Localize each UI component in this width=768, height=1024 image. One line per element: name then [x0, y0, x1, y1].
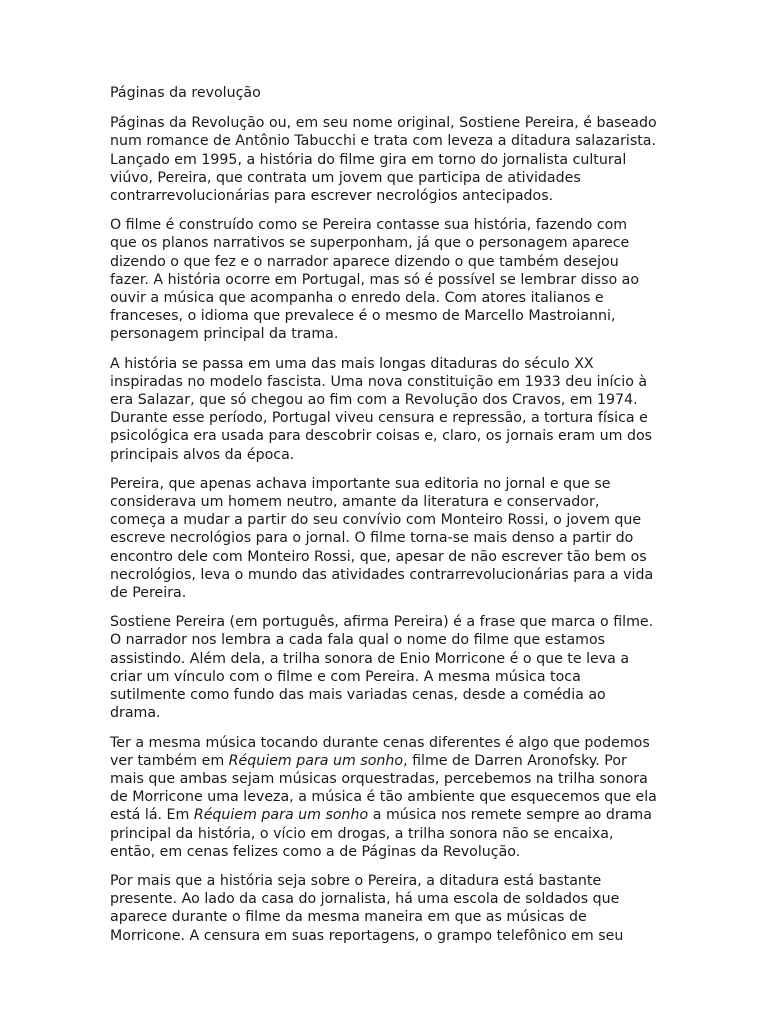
text-segment: contrarrevolucionárias para escrever necrológios antecipados. — [110, 188, 554, 205]
text-segment: , filme de Darren Aronofsky. Por — [403, 752, 627, 769]
text-line — [110, 511, 662, 529]
text-segment: sutilmente como fundo das mais variadas cenas, desde a comédia ao — [110, 687, 606, 704]
text-line — [110, 427, 662, 445]
text-line — [110, 825, 662, 843]
text-segment: de Pereira. — [110, 585, 187, 602]
text-line — [110, 446, 662, 464]
text-segment: está lá. Em — [110, 807, 194, 824]
text-segment: Sostiene Pereira (em português, afirma Pereira) é a frase que marca o filme. — [110, 614, 654, 631]
text-segment: de Morricone uma leveza, a música é tão ambiente que esquecemos que ela — [110, 789, 657, 806]
text-segment: então, em cenas felizes como a de Páginas da Revolução. — [110, 843, 521, 860]
text-segment: principais alvos da época. — [110, 446, 295, 463]
text-line — [110, 355, 662, 373]
text-segment: Ter a mesma música tocando durante cenas diferentes é algo que podemos — [110, 734, 650, 751]
document-title: Páginas da revolução — [110, 85, 261, 101]
text-line — [110, 584, 662, 602]
text-segment: A história se passa em uma das mais longas ditaduras do século XX — [110, 355, 594, 372]
text-line — [110, 650, 662, 668]
text-segment: a música nos remete sempre ao drama — [368, 807, 652, 824]
text-segment: personagem principal da trama. — [110, 326, 339, 343]
text-segment: O narrador nos lembra a cada fala qual o nome do filme que estamos — [110, 632, 606, 649]
text-segment: aparece durante o filme da mesma maneira em que as músicas de — [110, 909, 587, 926]
text-line — [110, 788, 662, 806]
text-segment: assistindo. Além dela, a trilha sonora de Enio Morricone é o que te leva a — [110, 650, 630, 667]
text-line — [110, 927, 662, 945]
text-segment: O filme é construído como se Pereira contasse sua história, fazendo com — [110, 217, 628, 234]
text-line — [110, 325, 662, 343]
paragraph — [110, 475, 662, 602]
text-line — [110, 566, 662, 584]
text-line — [110, 704, 662, 722]
text-segment: necrológios, leva o mundo das atividades contrarrevolucionárias para a vida — [110, 566, 654, 583]
text-line — [110, 890, 662, 908]
text-segment: Morricone. A censura em suas reportagens, o grampo telefônico em seu — [110, 927, 624, 944]
text-segment: Por mais que a história seja sobre o Pereira, a ditadura está bastante — [110, 872, 602, 889]
text-segment: começa a mudar a partir do seu convívio com Monteiro Rossi, o jovem que — [110, 512, 642, 529]
text-segment: Durante esse período, Portugal viveu censura e repressão, a tortura física e — [110, 410, 648, 427]
text-segment: Lançado em 1995, a história do filme gira em torno do jornalista cultural — [110, 151, 627, 168]
text-line — [110, 253, 662, 271]
text-segment: fazer. A história ocorre em Portugal, mas só é possível se lembrar disso ao — [110, 271, 640, 288]
text-segment: era Salazar, que só chegou ao fim com a Revolução dos Cravos, em 1974. — [110, 392, 638, 409]
text-line — [110, 132, 662, 150]
text-line — [110, 843, 662, 861]
text-segment: Páginas da Revolução ou, em seu nome original, Sostiene Pereira, é baseado — [110, 115, 657, 132]
text-line — [110, 631, 662, 649]
text-line — [110, 169, 662, 187]
text-line — [110, 307, 662, 325]
text-line — [110, 409, 662, 427]
text-line — [110, 216, 662, 234]
text-segment: presente. Ao lado da casa do jornalista, há uma escola de soldados que — [110, 891, 620, 908]
text-segment: num romance de Antônio Tabucchi e trata com leveza a ditadura salazarista. — [110, 133, 657, 150]
text-line — [110, 770, 662, 788]
text-line — [110, 752, 662, 770]
text-line — [110, 908, 662, 926]
text-line — [110, 475, 662, 493]
text-line — [110, 271, 662, 289]
paragraph — [110, 734, 662, 861]
paragraph — [110, 872, 662, 945]
text-segment: ouvir a música que acompanha o enredo dela. Com atores italianos e — [110, 290, 604, 307]
text-line — [110, 373, 662, 391]
text-line — [110, 234, 662, 252]
italic-film-title: Réquiem para um sonho — [193, 807, 369, 824]
text-segment: escreve necrológios para o jornal. O filme torna-se mais denso a partir do — [110, 530, 634, 547]
text-line — [110, 114, 662, 132]
text-line — [110, 151, 662, 169]
document-body — [110, 84, 662, 956]
text-line — [110, 391, 662, 409]
text-segment: principal da história, o vício em drogas, a trilha sonora não se encaixa, — [110, 825, 614, 842]
text-line — [110, 613, 662, 631]
text-segment: psicológica era usada para descobrir coisas e, claro, os jornais eram um dos — [110, 428, 653, 445]
text-segment: drama. — [110, 705, 161, 722]
text-segment: franceses, o idioma que prevalece é o mesmo de Marcello Mastroianni, — [110, 308, 616, 325]
text-segment: encontro dele com Monteiro Rossi, que, apesar de não escrever tão bem os — [110, 548, 647, 565]
text-segment: considerava um homem neutro, amante da literatura e conservador, — [110, 494, 600, 511]
text-segment: inspiradas no modelo fascista. Uma nova constituição em 1933 deu início à — [110, 373, 648, 390]
paragraph — [110, 114, 662, 205]
text-line — [110, 734, 662, 752]
text-line — [110, 668, 662, 686]
paragraph — [110, 355, 662, 464]
text-line — [110, 806, 662, 824]
italic-film-title: Réquiem para um sonho — [228, 752, 404, 769]
text-segment: criar um vínculo com o filme e com Pereira. A mesma música toca — [110, 668, 581, 685]
paragraph — [110, 216, 662, 343]
text-line — [110, 548, 662, 566]
text-segment: que os planos narrativos se superponham, já que o personagem aparece — [110, 235, 630, 252]
text-line — [110, 493, 662, 511]
text-segment: mais que ambas sejam músicas orquestradas, percebemos na trilha sonora — [110, 770, 648, 787]
paragraph — [110, 613, 662, 722]
text-segment: dizendo o que fez e o narrador aparece dizendo o que também desejou — [110, 253, 619, 270]
text-line — [110, 529, 662, 547]
text-segment: Pereira, que apenas achava importante sua editoria no jornal e que se — [110, 475, 611, 492]
text-segment: ver também em — [110, 752, 229, 769]
text-line — [110, 289, 662, 307]
text-line — [110, 872, 662, 890]
text-line — [110, 686, 662, 704]
text-segment: viúvo, Pereira, que contrata um jovem que participa de atividades — [110, 169, 581, 186]
text-line — [110, 187, 662, 205]
